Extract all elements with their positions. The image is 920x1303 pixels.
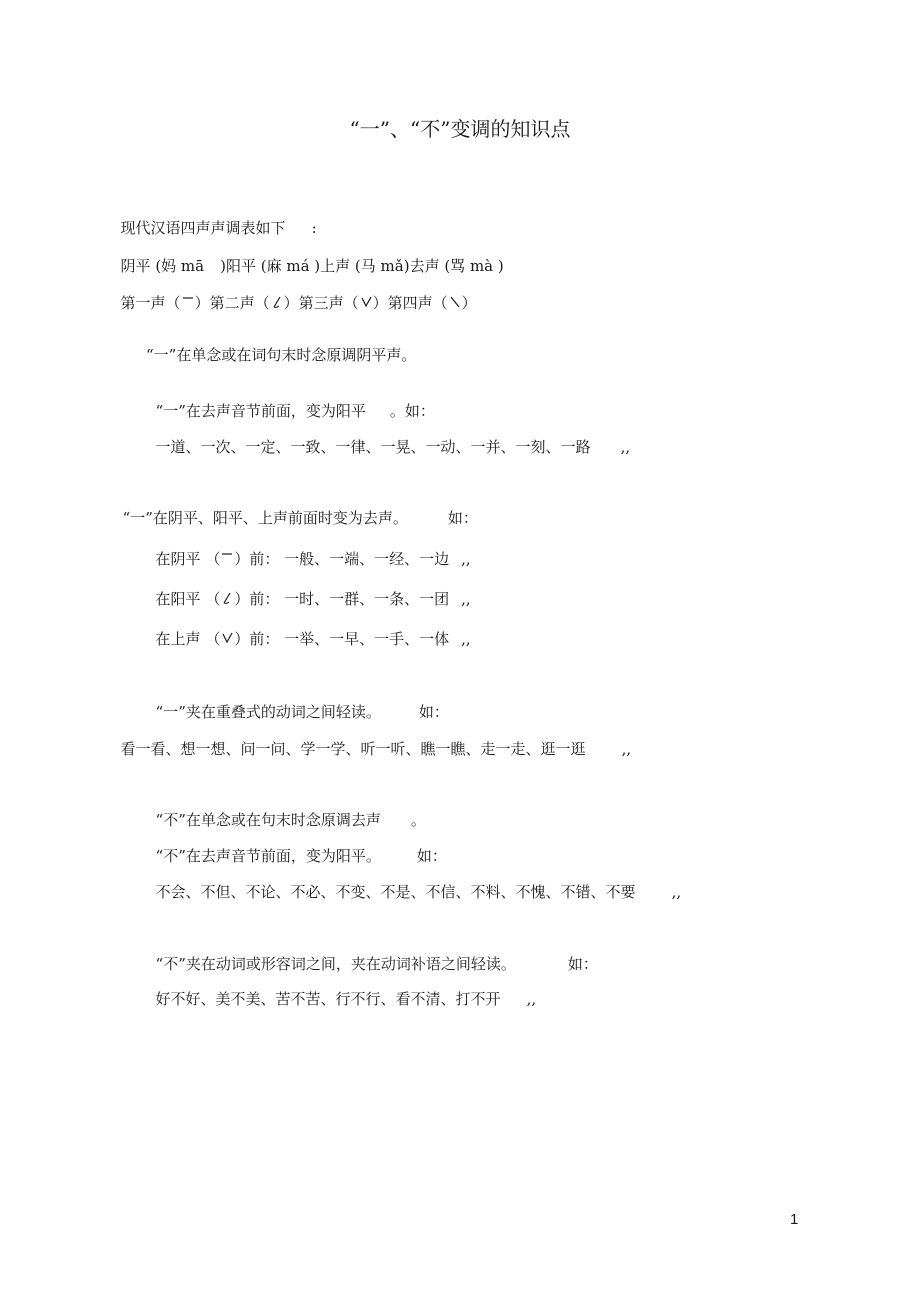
yin-ping-example: 阴平 (妈 mā (120, 257, 205, 275)
before-yang-etc: ,, (461, 590, 471, 608)
before-shang-label: 在上声 （ (155, 630, 221, 648)
yi-rule-4-text: “一”夹在重叠式的动词之间轻读。 (155, 703, 381, 721)
bu-rule-3-tail: 如： (567, 955, 598, 973)
fourth-tone-label: ）第四声（ (372, 294, 448, 312)
yi-rule-2-example-list: 一道、一次、一定、一致、一律、一晃、一动、一并、一刻、一路 (155, 438, 591, 456)
third-tone-mark-icon (220, 631, 234, 647)
page-number: 1 (790, 1211, 799, 1228)
yi-rule-2-text: “一”在去声音节前面，变为阳平 (155, 402, 366, 420)
bu-rule-2-etc: ,, (671, 883, 682, 901)
yi-rule-4-tail: 如： (418, 703, 449, 721)
second-tone-label: ）第二声（ (194, 294, 270, 312)
yi-before-shang-sheng (146, 609, 471, 649)
yi-before-yin-ping (146, 529, 471, 569)
intro-colon: : (311, 219, 317, 237)
bu-rule-2-text: “不”在去声音节前面，变为阳平。 (155, 847, 381, 865)
bu-rule-2-tail: 如： (416, 847, 447, 865)
first-tone-mark-icon (220, 551, 234, 567)
bu-rule-2-example-list: 不会、不但、不论、不必、不变、不是、不信、不料、不愧、不错、不要 (155, 883, 636, 901)
yi-rule-4-example-list: 看一看、想一想、问一问、学一学、听一听、瞧一瞧、走一走、逛一逛 (120, 740, 586, 758)
second-tone-mark-icon (270, 295, 284, 311)
page-title: “一”、“不”变调的知识点 (349, 117, 571, 141)
bu-rule-1 (146, 790, 426, 830)
qu-sheng-example: 去声 (骂 mà ) (409, 257, 504, 275)
yi-rule-3-tail: 如： (447, 509, 478, 527)
yi-rule-2-etc: ,, (620, 438, 631, 456)
before-shang-examples: ）前： 一举、一早、一手、一体 (234, 630, 450, 648)
bu-rule-2-examples (146, 862, 681, 902)
yang-ping-example: )阳平 (麻 má ) (220, 257, 321, 275)
yi-rule-4-examples (111, 719, 631, 759)
tone-names-close: ） (461, 294, 477, 312)
bu-rule-2 (146, 826, 447, 866)
tone-examples-line (111, 236, 504, 276)
bu-rule-3 (146, 934, 598, 974)
before-yang-examples: ）前： 一时、一群、一条、一团 (234, 590, 450, 608)
yi-rule-2 (146, 381, 435, 421)
yi-before-yang-ping (146, 569, 471, 609)
second-tone-mark-icon (220, 591, 234, 607)
bu-rule-1-tail: 。 (410, 811, 426, 829)
yi-rule-2-examples (146, 417, 630, 457)
yi-rule-2-tail: 。如： (389, 402, 435, 420)
yi-rule-4-etc: ,, (621, 740, 632, 758)
tone-names-line (111, 273, 477, 313)
yi-rule-1: “一”在单念或在词句末时念原调阴平声。 (146, 346, 417, 364)
yi-rule-3 (113, 488, 478, 528)
first-tone-mark-icon (181, 295, 195, 311)
third-tone-label: ）第三声（ (283, 294, 359, 312)
third-tone-mark-icon (359, 295, 373, 311)
bu-rule-1-text: “不”在单念或在句末时念原调去声 (155, 811, 381, 829)
fourth-tone-mark-icon (448, 295, 462, 311)
intro-line (111, 198, 317, 238)
before-yin-label: 在阴平 （ (155, 550, 221, 568)
yi-rule-3-text: “一”在阴平、阳平、上声前面时变为去声。 (122, 509, 408, 527)
before-shang-etc: ,, (461, 630, 471, 648)
intro-heading: 现代汉语四声声调表如下 (120, 219, 286, 237)
bu-rule-3-text: “不”夹在动词或形容词之间，夹在动词补语之间轻读。 (155, 955, 516, 973)
before-yin-examples: ）前： 一般、一端、一经、一边 (234, 550, 450, 568)
before-yin-etc: ,, (461, 550, 471, 568)
bu-rule-3-etc: ,, (526, 990, 537, 1008)
bu-rule-3-example-list: 好不好、美不美、苦不苦、行不行、看不清、打不开 (155, 990, 501, 1008)
bu-rule-3-examples (146, 969, 536, 1009)
shang-sheng-example: 上声 (马 mǎ) (320, 257, 410, 275)
before-yang-label: 在阳平 （ (155, 590, 221, 608)
first-tone-label: 第一声（ (120, 294, 181, 312)
yi-rule-4 (146, 682, 449, 722)
